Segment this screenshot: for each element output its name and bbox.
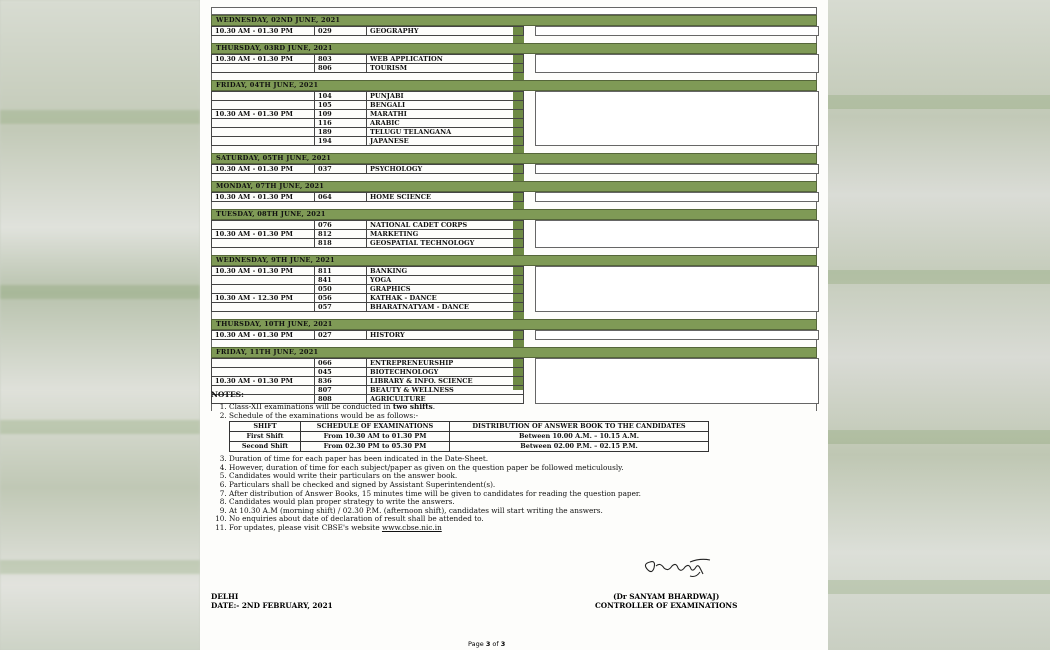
- exam-row: [212, 267, 524, 276]
- exam-time: [212, 221, 315, 230]
- note-item: 4. However, duration of time for each subject/paper as given on the question paper be followed meticulously.: [229, 464, 811, 473]
- exam-row: [212, 64, 524, 73]
- row-gap: [211, 340, 817, 347]
- exam-date: WEDNESDAY, 02ND JUNE, 2021: [216, 16, 341, 24]
- exam-code: 045: [315, 368, 367, 377]
- exam-subject: PSYCHOLOGY: [367, 165, 524, 174]
- date-header-row: [211, 209, 817, 220]
- note-item: 8. Candidates would plan proper strategy to write the answers.: [229, 498, 811, 507]
- exam-subject: ENTREPRENEURSHIP: [367, 359, 524, 368]
- exam-subject: JAPANESE: [367, 137, 524, 146]
- exam-row: [212, 27, 524, 36]
- exam-row: [212, 128, 524, 137]
- exam-code: 812: [315, 230, 367, 239]
- exam-code: 109: [315, 110, 367, 119]
- date-sheet-schedule: [211, 7, 817, 411]
- exam-subject: GEOGRAPHY: [367, 27, 524, 36]
- exam-row: [212, 165, 524, 174]
- exam-row: [212, 368, 524, 377]
- footer-left: [211, 593, 333, 610]
- exam-time: [212, 239, 315, 248]
- exam-code: 027: [315, 331, 367, 340]
- exam-subject: BEAUTY & WELLNESS: [367, 386, 524, 395]
- exam-row: [212, 303, 524, 312]
- exam-row: [212, 294, 524, 303]
- exam-date: TUESDAY, 08TH JUNE, 2021: [216, 210, 326, 218]
- exam-code: 807: [315, 386, 367, 395]
- exam-row: [212, 193, 524, 202]
- exam-subject: ARABIC: [367, 119, 524, 128]
- exam-subject: GEOSPATIAL TECHNOLOGY: [367, 239, 524, 248]
- row-gap: [211, 36, 817, 43]
- exam-time: 10.30 AM - 01.30 PM: [212, 110, 315, 119]
- exam-code: 818: [315, 239, 367, 248]
- date-header-row: [211, 347, 817, 358]
- background-left-blur: [0, 0, 200, 650]
- shift-table-row: First Shift From 10.30 AM to 01.30 PM Between 10.00 A.M. – 10.15 A.M.: [230, 432, 709, 442]
- exam-code: 806: [315, 64, 367, 73]
- date-header-row: [211, 80, 817, 91]
- footer-date: DATE:- 2ND FEBRUARY, 2021: [211, 600, 333, 610]
- row-gap: [211, 248, 817, 255]
- exam-subject: BANKING: [367, 267, 524, 276]
- exam-time: [212, 128, 315, 137]
- exam-date: FRIDAY, 04TH JUNE, 2021: [216, 81, 319, 89]
- exam-code: 066: [315, 359, 367, 368]
- exam-subject: HOME SCIENCE: [367, 193, 524, 202]
- exam-time: 10.30 AM - 01.30 PM: [212, 230, 315, 239]
- exam-code: 116: [315, 119, 367, 128]
- background-right-blur: [828, 0, 1050, 650]
- signatory-name: (Dr SANYAM BHARDWAJ): [613, 592, 720, 601]
- signatory-designation: CONTROLLER OF EXAMINATIONS: [595, 600, 738, 610]
- exam-code: 841: [315, 276, 367, 285]
- exam-date: WEDNESDAY, 9TH JUNE, 2021: [216, 256, 335, 264]
- exam-block-table: [211, 91, 524, 146]
- exam-time: 10.30 AM - 12.30 PM: [212, 294, 315, 303]
- exam-row: [212, 377, 524, 386]
- date-header-row: [211, 15, 817, 26]
- exam-subject: BENGALI: [367, 101, 524, 110]
- blank-right-cell: [535, 91, 819, 146]
- exam-code: 050: [315, 285, 367, 294]
- exam-date: SATURDAY, 05TH JUNE, 2021: [216, 154, 332, 162]
- blank-right-cell: [535, 220, 819, 248]
- note-item: 10. No enquiries about date of declaration of result shall be attended to.: [229, 515, 811, 524]
- row-gap: [211, 73, 817, 80]
- signature-image: [630, 552, 750, 582]
- exam-time: 10.30 AM - 01.30 PM: [212, 193, 315, 202]
- exam-code: 037: [315, 165, 367, 174]
- date-header-row: [211, 43, 817, 54]
- exam-block-table: [211, 164, 524, 174]
- exam-date: FRIDAY, 11TH JUNE, 2021: [216, 348, 319, 356]
- date-header-row: [211, 319, 817, 330]
- note-item: 9. At 10.30 A.M (morning shift) / 02.30 P.M. (afternoon shift), candidates will start writing the answers.: [229, 507, 811, 516]
- exam-subject: MARATHI: [367, 110, 524, 119]
- exam-code: 057: [315, 303, 367, 312]
- exam-block-table: [211, 26, 524, 36]
- exam-time: [212, 359, 315, 368]
- exam-row: [212, 230, 524, 239]
- exam-row: [212, 110, 524, 119]
- row-gap: [211, 312, 817, 319]
- blank-right-cell: [535, 26, 819, 36]
- exam-code: 056: [315, 294, 367, 303]
- note-item: 5. Candidates would write their particulars on the answer book.: [229, 472, 811, 481]
- exam-row: [212, 101, 524, 110]
- exam-block-table: [211, 266, 524, 312]
- exam-code: 104: [315, 92, 367, 101]
- exam-time: [212, 285, 315, 294]
- notes-section: [211, 390, 811, 533]
- exam-block-table: [211, 54, 524, 73]
- note-item: 11. For updates, please visit CBSE's website www.cbse.nic.in: [229, 524, 811, 533]
- exam-time: 10.30 AM - 01.30 PM: [212, 55, 315, 64]
- exam-time: [212, 119, 315, 128]
- exam-subject: NATIONAL CADET CORPS: [367, 221, 524, 230]
- exam-time: [212, 64, 315, 73]
- exam-subject: BIOTECHNOLOGY: [367, 368, 524, 377]
- footer-right: [595, 593, 737, 610]
- exam-code: 194: [315, 137, 367, 146]
- notes-heading: NOTES:: [211, 390, 244, 399]
- exam-subject: WEB APPLICATION: [367, 55, 524, 64]
- row-gap: [211, 146, 817, 153]
- shift-table: [229, 421, 709, 452]
- date-header-row: [211, 181, 817, 192]
- note-item: 7. After distribution of Answer Books, 15 minutes time will be given to candidates for reading the question paper.: [229, 490, 811, 499]
- exam-code: 189: [315, 128, 367, 137]
- row-gap: [211, 174, 817, 181]
- exam-subject: YOGA: [367, 276, 524, 285]
- exam-time: [212, 276, 315, 285]
- shift-table-row: Second Shift From 02.30 PM to 05.30 PM Between 02.00 P.M. – 02.15 P.M.: [230, 442, 709, 452]
- note-item: 3. Duration of time for each paper has been indicated in the Date-Sheet.: [229, 455, 811, 464]
- note-item: 1. Class-XII examinations will be conducted in two shifts.: [229, 403, 811, 412]
- exam-date: MONDAY, 07TH JUNE, 2021: [216, 182, 325, 190]
- blank-right-cell: [535, 192, 819, 202]
- exam-row: [212, 359, 524, 368]
- page-number: Page 3 of 3: [468, 640, 506, 648]
- exam-subject: MARKETING: [367, 230, 524, 239]
- table-top-row: [211, 7, 817, 15]
- exam-subject: GRAPHICS: [367, 285, 524, 294]
- exam-code: 803: [315, 55, 367, 64]
- exam-date: THURSDAY, 03RD JUNE, 2021: [216, 44, 333, 52]
- exam-time: [212, 137, 315, 146]
- exam-time: [212, 303, 315, 312]
- exam-code: 836: [315, 377, 367, 386]
- exam-block-table: [211, 330, 524, 340]
- exam-time: 10.30 AM - 01.30 PM: [212, 377, 315, 386]
- exam-block-table: [211, 192, 524, 202]
- blank-right-cell: [535, 330, 819, 340]
- notes-list: [211, 403, 811, 533]
- exam-row: [212, 276, 524, 285]
- blank-right-cell: [535, 54, 819, 73]
- exam-code: 064: [315, 193, 367, 202]
- blank-right-cell: [535, 164, 819, 174]
- exam-row: [212, 221, 524, 230]
- exam-time: 10.30 AM - 01.30 PM: [212, 165, 315, 174]
- cbse-website-link[interactable]: www.cbse.nic.in: [381, 522, 442, 532]
- note-item: 6. Particulars shall be checked and signed by Assistant Superintendent(s).: [229, 481, 811, 490]
- exam-row: [212, 285, 524, 294]
- exam-date: THURSDAY, 10TH JUNE, 2021: [216, 320, 333, 328]
- exam-subject: BHARATNATYAM - DANCE: [367, 303, 524, 312]
- exam-time: 10.30 AM - 01.30 PM: [212, 27, 315, 36]
- exam-code: 808: [315, 395, 367, 404]
- exam-time: [212, 368, 315, 377]
- exam-code: 811: [315, 267, 367, 276]
- exam-time: [212, 101, 315, 110]
- exam-time: 10.30 AM - 01.30 PM: [212, 331, 315, 340]
- row-gap: [211, 202, 817, 209]
- exam-code: 105: [315, 101, 367, 110]
- exam-row: [212, 331, 524, 340]
- note-item: 2. Schedule of the examinations would be as follows:- SHIFT SCHEDULE OF EXAMINATIONS DISTRIBUTION OF ANSWER BOOK TO THE CANDIDATES First Shift From 10.30 AM to 01.30 PM Between 10.00 A.M. – 10.15 A.M. Second Shift From 02.30 PM to 05.30 PM Between 02.00 P.M. – 02.15 P.M.: [229, 412, 811, 453]
- exam-row: [212, 55, 524, 64]
- exam-subject: KATHAK - DANCE: [367, 294, 524, 303]
- shift-table-header: SHIFT SCHEDULE OF EXAMINATIONS DISTRIBUTION OF ANSWER BOOK TO THE CANDIDATES: [230, 422, 709, 432]
- date-header-row: [211, 255, 817, 266]
- exam-time: [212, 92, 315, 101]
- exam-code: 076: [315, 221, 367, 230]
- exam-block-table: [211, 220, 524, 248]
- exam-time: 10.30 AM - 01.30 PM: [212, 267, 315, 276]
- exam-subject: TELUGU TELANGANA: [367, 128, 524, 137]
- exam-row: [212, 119, 524, 128]
- exam-subject: PUNJABI: [367, 92, 524, 101]
- exam-subject: LIBRARY & INFO. SCIENCE: [367, 377, 524, 386]
- exam-row: [212, 92, 524, 101]
- exam-row: [212, 239, 524, 248]
- exam-code: 029: [315, 27, 367, 36]
- blank-right-cell: [535, 266, 819, 312]
- exam-subject: HISTORY: [367, 331, 524, 340]
- date-header-row: [211, 153, 817, 164]
- document-page: [200, 0, 828, 650]
- footer-place: DELHI: [211, 592, 239, 601]
- exam-row: [212, 137, 524, 146]
- exam-subject: AGRICULTURE: [367, 395, 524, 404]
- exam-subject: TOURISM: [367, 64, 524, 73]
